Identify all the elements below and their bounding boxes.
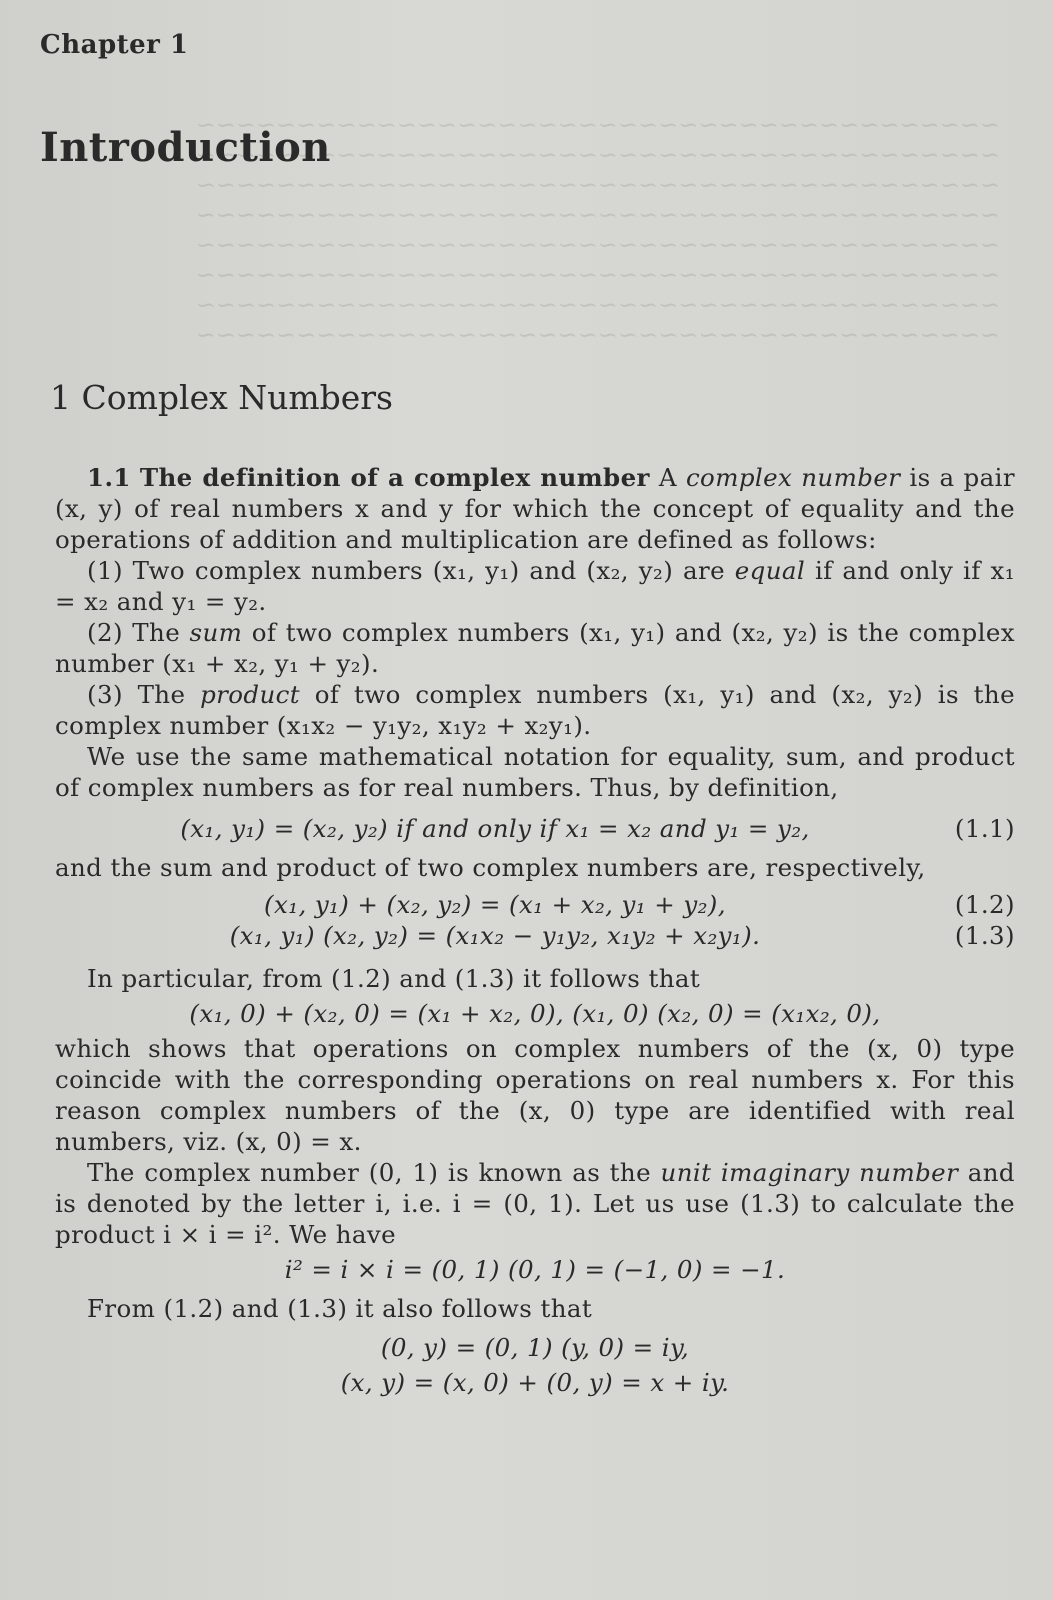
text-run: is a pair (x, y) of real numbers x and y for which the concept of equality and the operations of addition and multiplication are defined as follows: — [55, 463, 1015, 554]
list-item-sum — [55, 617, 1015, 679]
equation-body: (x₁, y₁) (x₂, y₂) = (x₁x₂ − y₁y₂, x₁y₂ + x₂y₁). — [229, 921, 761, 950]
equation-body: (x₁, y₁) + (x₂, y₂) = (x₁ + x₂, y₁ + y₂), — [264, 890, 726, 919]
subsection-number: 1.1 — [87, 463, 131, 492]
text-run: if and only if x₁ = x₂ and y₁ = y₂. — [55, 556, 1015, 616]
equation-1-3 — [55, 920, 1015, 951]
text-run: (1) Two complex numbers (x₁, y₁) and (x₂, y₂) are — [87, 556, 725, 585]
equation-number: (1.2) — [954, 890, 1015, 919]
paragraph-identification: which shows that operations on complex numbers of the (x, 0) type coincide with the corresponding operations on real numbers x. For this reason complex numbers of the (x, 0) type are identified with real numbers, viz. (x, 0) = x. — [55, 1034, 1015, 1156]
bleed-through-text: ~~~~~~~~~~~~~~~~~~~~~~~~~~~~~~~~~~~~~~~~ ~~~~~~~~~~~~~~~~~~~~~~~~~~~~~~~~~~~~~~~~ ~~~~~~~~~~~~~~~~~~~~~~~~~~~~~~~~~~~~~~~~ ~~~~~~~~~~~~~~~~~~~~~~~~~~~~~~~~~~~~~~~~ ~~~~~~~~~~~~~~~~~~~~~~~~~~~~~~~~~~~~~~~~ ~~~~~~~~~~~~~~~~~~~~~~~~~~~~~~~~~~~~~~~~ ~~~~~~~~~~~~~~~~~~~~~~~~~~~~~~~~~~~~~~~~ ~~~~~~~~~~~~~~~~~~~~~~~~~~~~~~~~~~~~~~~~ — [195, 111, 1000, 349]
equation-body: (x₁, y₁) = (x₂, y₂) if and only if x₁ = x₂ and y₁ = y₂, — [180, 814, 810, 843]
equation-iy: (0, y) = (0, 1) (y, 0) = iy, — [380, 1333, 690, 1362]
text-run: of two complex numbers (x₁, y₁) and (x₂, y₂) is the complex number (x₁ + x₂, y₁ + y₂). — [55, 618, 1015, 678]
emphasis-term: sum — [189, 618, 243, 647]
list-item-product — [55, 679, 1015, 741]
text-run: The complex number (0, 1) is known as the — [87, 1158, 652, 1187]
emphasis-term: complex number — [685, 463, 901, 492]
paragraph-imaginary-unit — [55, 1157, 1015, 1250]
text-run: A — [658, 463, 677, 492]
text-run: and is denoted by the letter i, i.e. i = (0, 1). Let us use (1.3) to calculate the product i × i = i². We have — [55, 1158, 1015, 1249]
paragraph-also-follows: From (1.2) and (1.3) it also follows that — [87, 1294, 593, 1323]
text-run: (2) The — [87, 618, 181, 647]
equation-number: (1.1) — [954, 814, 1015, 843]
subsection-title: The definition of a complex number — [139, 463, 650, 492]
paragraph-sum-product: and the sum and product of two complex numbers are, respectively, — [55, 853, 926, 882]
equation-real-ops: (x₁, 0) + (x₂, 0) = (x₁ + x₂, 0), (x₁, 0) (x₂, 0) = (x₁x₂, 0), — [189, 999, 881, 1028]
paragraph-notation: We use the same mathematical notation for equality, sum, and product of complex numbers as for real numbers. Thus, by definition, — [55, 742, 1015, 802]
paragraph-definition — [55, 462, 1015, 555]
equation-1-2 — [55, 889, 1015, 920]
chapter-label: Chapter 1 — [40, 30, 189, 60]
section-heading: 1 Complex Numbers — [50, 378, 393, 417]
paragraph-in-particular: In particular, from (1.2) and (1.3) it follows that — [87, 964, 701, 993]
chapter-title: Introduction — [40, 124, 331, 171]
equation-1-1 — [55, 813, 1015, 844]
text-run: (3) The — [87, 680, 186, 709]
equation-number: (1.3) — [954, 921, 1015, 950]
emphasis-term: equal — [734, 556, 806, 585]
list-item-equality — [55, 555, 1015, 617]
body-text — [55, 462, 1015, 1402]
text-run: of two complex numbers (x₁, y₁) and (x₂, y₂) is the complex number (x₁x₂ − y₁y₂, x₁y₂ + x₂y₁). — [55, 680, 1015, 740]
equation-algebraic-form: (x, y) = (x, 0) + (0, y) = x + iy. — [340, 1368, 730, 1397]
emphasis-term: unit imaginary number — [660, 1158, 959, 1187]
equation-i-squared: i² = i × i = (0, 1) (0, 1) = (−1, 0) = −1. — [284, 1255, 786, 1284]
emphasis-term: product — [200, 680, 301, 709]
